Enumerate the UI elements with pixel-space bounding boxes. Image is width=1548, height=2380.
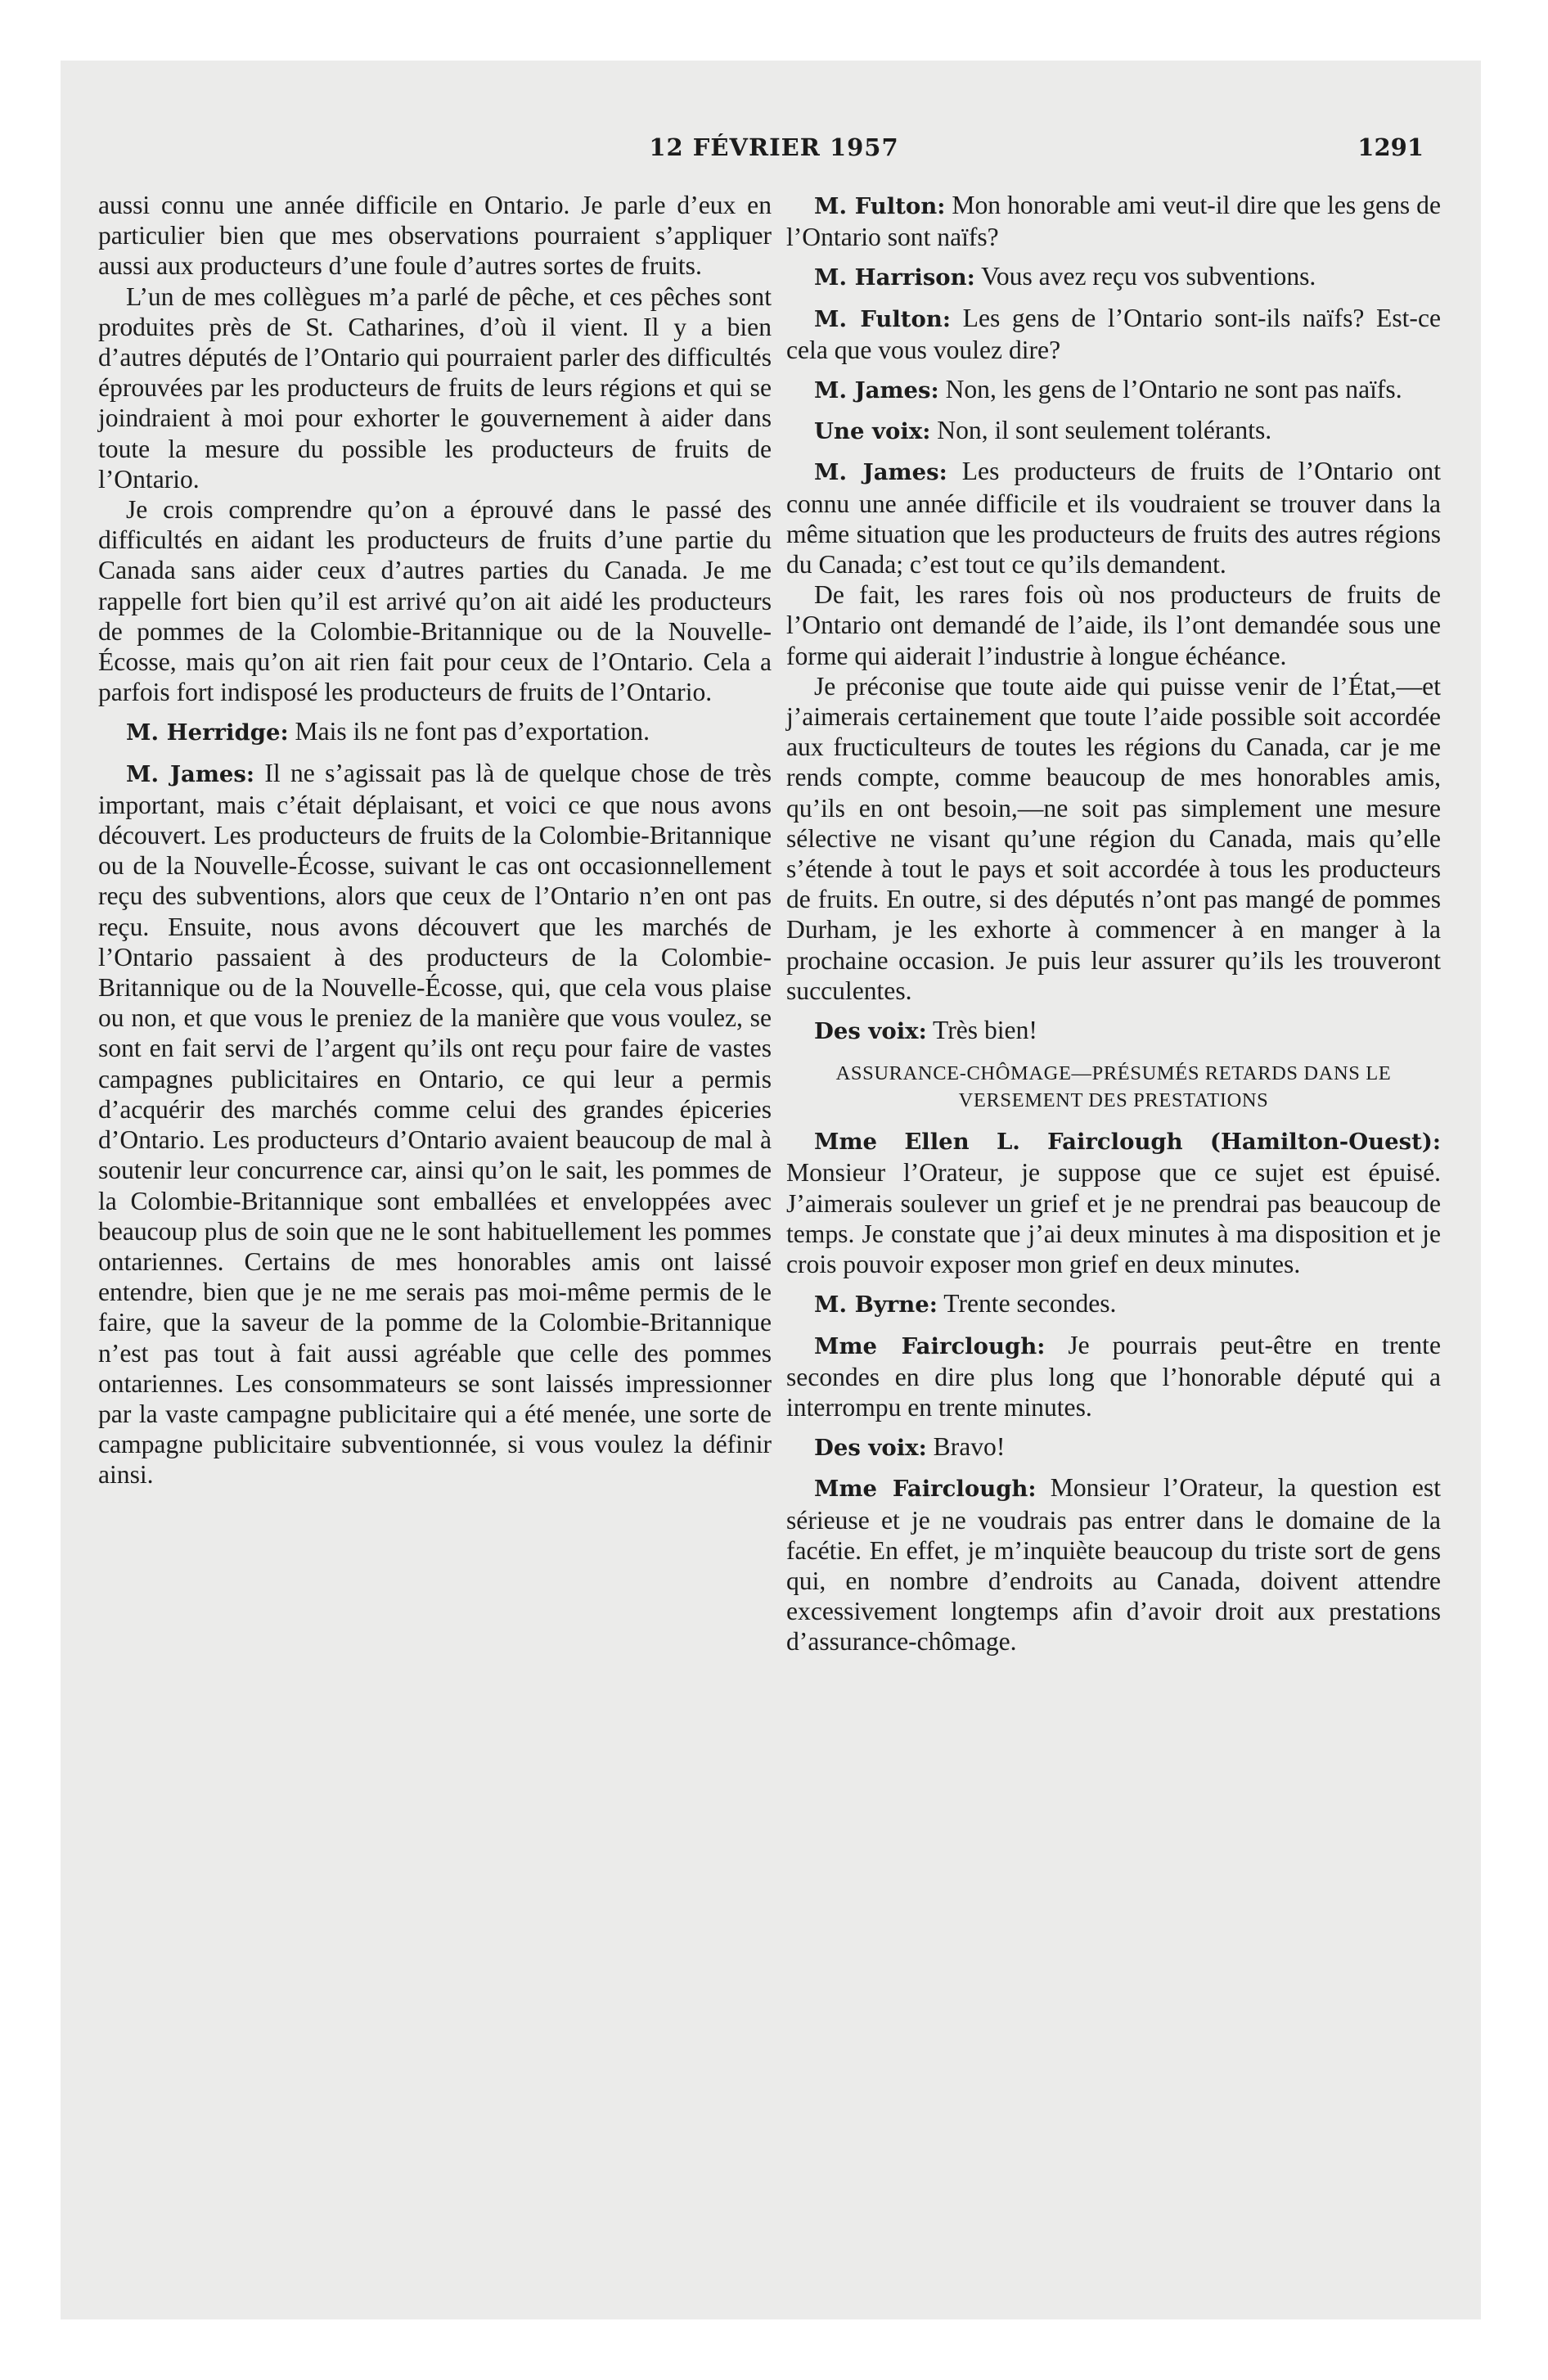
speaker-name: M. Herridge:: [126, 719, 289, 746]
speaker-name: M. James:: [126, 760, 255, 787]
speech-paragraph: Des voix: Très bien!: [814, 1016, 1037, 1045]
speaker-name: Une voix:: [814, 418, 931, 445]
speaker-name: Des voix:: [814, 1018, 927, 1045]
speech-paragraph: M. James: Il ne s’agissait pas là de quelque chose de très important, mais c’était déplaisant, et voici ce que nous avons découvert. Les producteurs de fruits de la Colombie-Britannique ou de la Nouvelle-Écosse, suivant le cas ont occasionnellement reçu des subventions, alors que ceux de l’Ontario n’en ont pas reçu. Ensuite, nous avons découvert que les marchés de l’Ontario passaient à des producteurs de la Colombie-Britannique ou de la Nouvelle-Écosse, qui, que cela vous plaise ou non, et que vous le preniez de la manière que vous voulez, se sont en fait servi de l’argent qu’ils ont reçu pour faire de vastes campagnes publicitaires en Ontario, ce qui leur a permis d’acquérir des marchés comme celui des grandes épiceries d’Ontario. Les producteurs d’Ontario avaient beaucoup de mal à soutenir leur concurrence car, ainsi qu’on le sait, les pommes de la Colombie-Britannique sont emballées et enveloppées avec beaucoup plus de soin que ne le sont habituellement les pommes ontariennes. Certains de mes honorables amis ont laissé entendre, bien que je ne me serais pas moi-même permis de le faire, que la saveur de la pomme de la Colombie-Britannique n’est pas tout à fait aussi agréable que celle des pommes ontariennes. Les consommateurs se sont laissés impressionner par la vaste campagne publicitaire qui a été menée, une sorte de campagne publicitaire subventionnée, si vous voulez la définir ainsi.: [98, 758, 772, 1490]
speaker-name: Mme Fairclough:: [814, 1332, 1046, 1359]
speech-paragraph: M. Herridge: Mais ils ne font pas d’exportation.: [126, 717, 650, 746]
paragraph: Je crois comprendre qu’on a éprouvé dans le passé des difficultés en aidant les producteurs de fruits d’une partie du Canada sans aider ceux d’autres parties du Canada. Je me rappelle fort bien qu’il est arrivé qu’on ait aidé les producteurs de pommes de la Colombie-Britannique ou de la Nouvelle-Écosse, mais qu’on ait rien fait pour ceux de l’Ontario. Cela a parfois fort indisposé les producteurs de fruits de l’Ontario.: [98, 495, 772, 707]
page-number: 1291: [1357, 133, 1424, 161]
paragraph: aussi connu une année difficile en Ontario. Je parle d’eux en particulier bien que mes observations pourraient s’appliquer aussi aux producteurs d’une foule d’autres sortes de fruits.: [98, 191, 772, 281]
speaker-name: M. James:: [814, 459, 947, 486]
right-column: [786, 190, 1441, 1657]
speech-paragraph: M. Harrison: Vous avez reçu vos subventions.: [814, 262, 1316, 291]
speech-paragraph: M. Fulton: Mon honorable ami veut-il dire que les gens de l’Ontario sont naïfs?: [786, 191, 1441, 252]
speech-paragraph: Mme Ellen L. Fairclough (Hamilton-Ouest): Monsieur l’Orateur, je suppose que ce sujet est épuisé. J’aimerais soulever un grief et je ne prendrai pas beaucoup de temps. Je constate que j’ai deux minutes à ma disposition et je crois pouvoir exposer mon grief en deux minutes.: [786, 1129, 1441, 1279]
page-date-header: 12 FÉVRIER 1957: [649, 133, 899, 161]
speaker-name: M. James:: [814, 377, 939, 404]
speech-paragraph: Mme Fairclough: Je pourrais peut-être en trente secondes en dire plus long que l’honorable député qui a interrompu en trente minutes.: [786, 1330, 1441, 1422]
speech-paragraph: M. Byrne: Trente secondes.: [814, 1289, 1117, 1318]
speech-paragraph: M. James: Non, les gens de l’Ontario ne sont pas naïfs.: [814, 375, 1402, 404]
section-heading: ASSURANCE-CHÔMAGE—PRÉSUMÉS RETARDS DANS LE VERSEMENT DES PRESTATIONS: [835, 1062, 1392, 1112]
paragraph: Je préconise que toute aide qui puisse venir de l’État,—et j’aimerais certainement que toute l’aide possible soit accordée aux fructiculteurs de toutes les régions du Canada, car je me rends compte, comme beaucoup de mes honorables amis, qu’ils en ont besoin,—ne soit pas simplement une mesure sélective ne visant qu’une région du Canada, mais qu’elle s’étende à tout le pays et soit accordée à tous les producteurs de fruits. En outre, si des députés n’ont pas mangé de pommes Durham, je les exhorte à commencer à en manger à la prochaine occasion. Je puis leur assurer qu’ils les trouveront succulentes.: [786, 671, 1441, 1005]
speaker-name: M. Fulton:: [814, 305, 951, 332]
speaker-name: M. Harrison:: [814, 264, 975, 291]
speaker-name: M. Byrne:: [814, 1291, 938, 1318]
speech-paragraph: Des voix: Bravo!: [814, 1432, 1006, 1462]
speaker-name: Des voix:: [814, 1435, 927, 1462]
speaker-name: Mme Ellen L. Fairclough (Hamilton-Ouest):: [814, 1129, 1441, 1156]
speech-paragraph: Une voix: Non, il sont seulement tolérants.: [814, 416, 1272, 445]
speaker-name: M. Fulton:: [814, 193, 946, 219]
speaker-name: Mme Fairclough:: [814, 1476, 1037, 1503]
speech-paragraph: Mme Fairclough: Monsieur l’Orateur, la question est sérieuse et je ne voudrais pas entrer dans le domaine de la facétie. En effet, je m’inquiète beaucoup du triste sort de gens qui, en nombre d’endroits au Canada, doivent attendre excessivement longtemps afin d’avoir droit aux prestations d’assurance-chômage.: [786, 1473, 1441, 1657]
left-column: [98, 190, 772, 1490]
speech-paragraph: M. James: Les producteurs de fruits de l’Ontario ont connu une année difficile et ils voudraient se trouver dans la même situation que les producteurs de fruits des autres régions du Canada; c’est tout ce qu’ils demandent.: [786, 457, 1441, 579]
paragraph: De fait, les rares fois où nos producteurs de fruits de l’Ontario ont demandé de l’aide, ils l’ont demandée sous une forme qui aiderait l’industrie à longue échéance.: [786, 580, 1441, 670]
speech-paragraph: M. Fulton: Les gens de l’Ontario sont-ils naïfs? Est-ce cela que vous voulez dire?: [786, 303, 1441, 364]
paragraph: L’un de mes collègues m’a parlé de pêche, et ces pêches sont produites près de St. Catharines, d’où il vient. Il y a bien d’autres députés de l’Ontario qui pourraient parler des difficultés éprouvées par les producteurs de fruits de leurs régions et qui se joindraient à moi pour exhorter le gouvernement à aider dans toute la mesure du possible les producteurs de fruits de l’Ontario.: [98, 282, 772, 494]
